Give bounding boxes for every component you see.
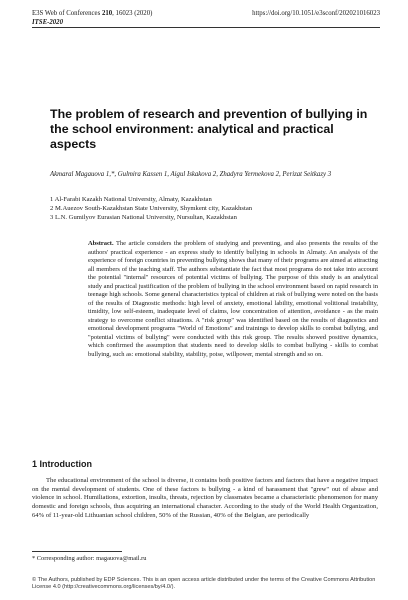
affiliation-1: 1 Al-Farabi Kazakh National University, Almaty, Kazakhstan bbox=[50, 196, 212, 203]
header-divider bbox=[32, 27, 380, 28]
abstract bbox=[88, 240, 378, 359]
corresponding-author-footnote: * Corresponding author: magauova@mail.ru bbox=[32, 555, 147, 562]
abstract-text: The article considers the problem of studying and preventing, and also presents the results of the authors' practical experience - an express study to identify bullying in schools in Almaty. An analysis of the experience of foreign countries in preventing bullying shows that many of their programs are aimed at attracting all members of the teaching staff. The authors substantiate the fact that most programs do not take into account the potential "internal" resources of potential victims of bullying. The purpose of this study is an analytical study and practical justification of the problem of bullying in the school environment based on rapid research in teenage high schools. Some general characteristics typical of children at risk of bullying were noted on the basis of the results of Diagnostic methods: high level of anxiety, emotional lability, emotional volitional instability, timidity, low self-esteem, inadequate level of claims, low concentration of attention, avoidance - as the main strategy to overcome conflict situations. A "risk group" was identified based on the results of diagnostics and emotional development programs "World of Emotions" and trainings to develop skills to combat bullying, and "potential victims of bullying" were conducted with this risk group. The results showed positive dynamics, which confirmed the assumption that students need to develop skills to combat bullying - skills to combat bullying, such as: emotional stability, stability, poise, willpower, mental strength and so on. bbox=[88, 240, 378, 358]
doi-link[interactable]: https://doi.org/10.1051/e3sconf/202021016023 bbox=[252, 10, 380, 17]
license-notice: © The Authors, published by EDP Sciences. This is an open access article distributed under the terms of the Creative Commons Attribution License 4.0 (http://creativecommons.org/licenses/by/4.0/). bbox=[32, 577, 376, 590]
affiliation-3: 3 L.N. Gumilyov Eurasian National University, Nursultan, Kazakhstan bbox=[50, 214, 237, 221]
journal-citation bbox=[32, 10, 152, 18]
journal-name: E3S Web of Conferences bbox=[32, 10, 101, 17]
affiliation-2: 2 M.Auezov South-Kazakhstan State University, Shymkent city, Kazakhstan bbox=[50, 205, 253, 212]
event-name: ITSE-2020 bbox=[32, 19, 63, 26]
footnote-divider bbox=[32, 551, 122, 552]
author-names: Akmaral Magauova 1,*, Gulmira Kassen 1, Aigul Iskakova 2, Zhadyra Yermekova 2, Perizat Seitkazy 3 bbox=[50, 171, 332, 178]
affiliations bbox=[50, 195, 380, 222]
paper-title: The problem of research and prevention of bullying in the school environment: analytical and practical aspects bbox=[50, 107, 368, 151]
section-body: The educational environment of the school is diverse, it contains both positive factors and factors that have a negative impact on the mental development of students. One of these factors is bullying - a kind of harassment that "grew" out of abuse and violence in school. Humiliations, extortion, insults, threats, rejection by classmates became a characteristic phenomenon for many domestic and foreign schools, thus acquiring an international character. According to the study of the World Health Organization, 64% of 11-year-old Lithuanian school children, 50% of the Russian, 40% of the Belgian, are periodically bbox=[32, 477, 378, 519]
section-heading: 1 Introduction bbox=[32, 459, 92, 469]
abstract-label: Abstract. bbox=[88, 240, 114, 247]
author-list bbox=[50, 170, 380, 179]
journal-volume: 210 bbox=[101, 10, 113, 17]
article-number: , 16023 (2020) bbox=[112, 10, 153, 17]
